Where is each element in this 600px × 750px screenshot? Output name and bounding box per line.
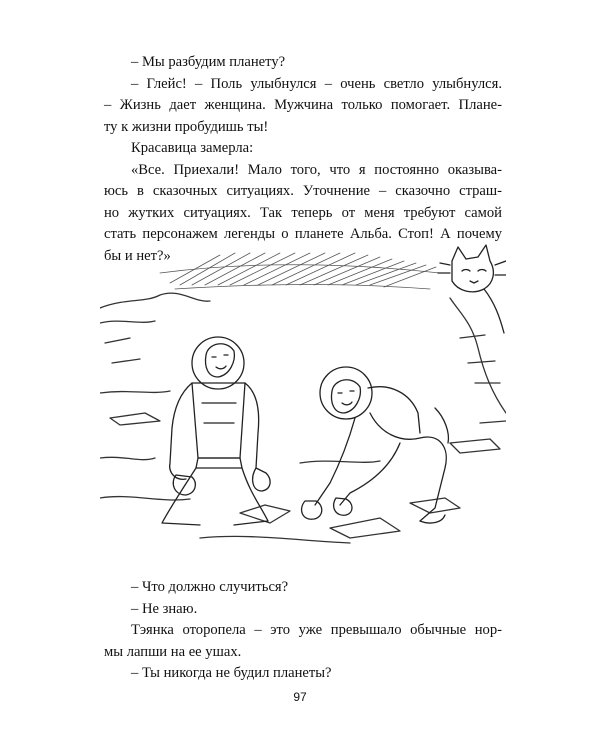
astronauts-illustration [100, 243, 506, 548]
text-line: юсь в сказочных ситуациях. Уточнение – сказочно страш- [104, 183, 502, 199]
sky-hatching [160, 253, 440, 289]
text-line: Тэянка оторопела – это уже превышало обычные нор- [131, 622, 502, 638]
text-line: «Все. Приехали! Мало того, что я постоянно оказыва- [131, 161, 502, 178]
text-line: – Что должно случиться? [131, 579, 289, 595]
text-line: но жутких ситуациях. Так теперь от меня требуют самой [104, 204, 502, 221]
text-line: – Не знаю. [131, 600, 198, 617]
right-astronaut [302, 367, 449, 523]
cliff-right [450, 298, 506, 423]
text-line: бы и нет?» [104, 247, 171, 264]
cat-figure [438, 245, 506, 333]
page-number: 97 [293, 690, 307, 704]
text-line: ту к жизни пробудишь ты! [104, 118, 269, 135]
text-line: – Ты никогда не будил планеты? [131, 665, 332, 681]
text-line: мы лапши на ее ушах. [104, 643, 242, 660]
text-line: – Глейс! – Поль улыбнулся – очень светло улыбнулся. [131, 75, 502, 92]
left-astronaut [162, 337, 270, 525]
text-line: – Жизнь дает женщина. Мужчина только помогает. Плане- [104, 97, 502, 113]
text-line: – Мы разбудим планету? [131, 54, 286, 70]
text-line: стать персонажем легенды о планете Альба. Стоп! А почему [104, 226, 502, 242]
text-line: Красавица замерла: [131, 140, 254, 156]
top-text-block [104, 52, 502, 267]
bottom-text-block [104, 577, 502, 685]
